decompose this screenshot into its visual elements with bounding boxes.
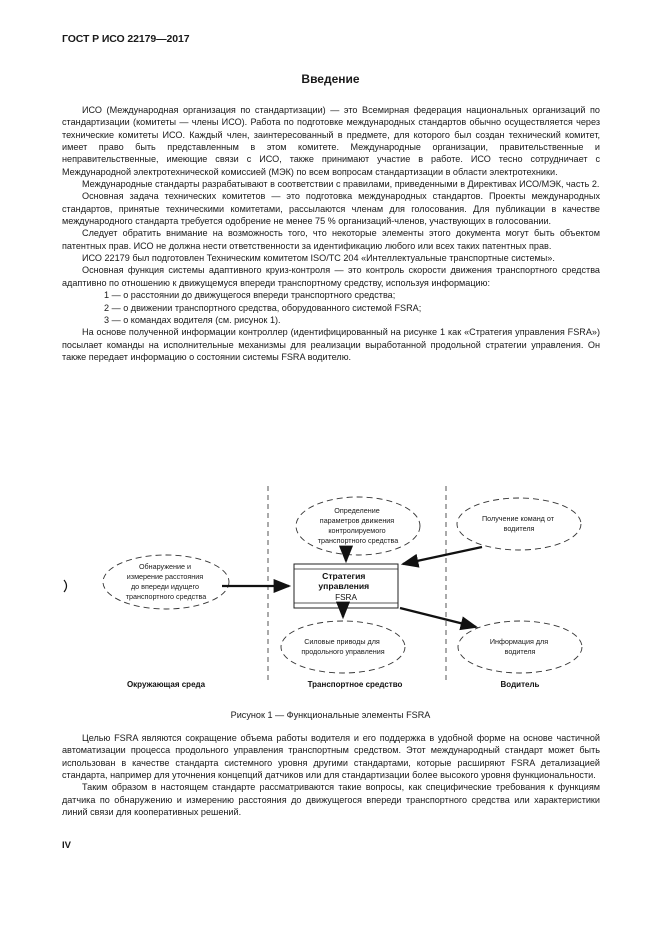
- list-item: 3 — о командах водителя (см. рисунок 1).: [104, 314, 281, 325]
- environment-connector: [64, 580, 67, 592]
- node-actuators-label: Силовые приводы для продольного управления: [301, 637, 385, 656]
- figure-caption: Рисунок 1 — Функциональные элементы FSRA: [230, 710, 431, 720]
- paragraph: Следует обратить внимание на возможность того, что некоторые элементы этого документа могут быть объектом патентных прав. ИСО не должна нести ответственности за идентификацию любого или всех таких патентных прав.: [62, 228, 600, 251]
- list-item: 2 — о движении транспортного средства, оборудованного системой FSRA;: [104, 302, 422, 313]
- running-head: ГОСТ Р ИСО 22179—2017: [62, 33, 190, 45]
- figure-1: [62, 484, 600, 706]
- swimlane-label-environment: Окружающая среда: [126, 680, 206, 689]
- body-text-column: [62, 104, 600, 363]
- paragraph: ИСО (Международная организация по стандартизации) — это Всемирная федерация национальных организаций по стандартизации (комитеты — члены ИСО). Работа по подготовке международных стандартов обычно осуществляется через технические комитеты ИСО. Каждый член, заинтересованный в предмете, для которого был создан технический комитет, имеет право быть представленным в этом комитете. Международные организации, правительственные и неправительственные, имеющие связи с ИСО, также принимают участие в работе. ИСО тесно сотрудничает с Международной электротехнической комиссией (МЭК) по всем вопросам стандартизации в области электротехники.: [62, 105, 600, 177]
- list-item: 1 — о расстоянии до движущегося впереди транспортного средства;: [104, 290, 396, 301]
- swimlane-label-driver: Водитель: [500, 680, 540, 689]
- paragraph: Основная функция системы адаптивного круиз-контроля — это контроль скорости движения транспортного средства адаптивно по отношению к движущемуся впереди транспортному средству, используя информацию:: [62, 265, 600, 288]
- paragraph: На основе полученной информации контроллер (идентифицированный на рисунке 1 как «Стратегия управления FSRA») посылает команды на исполнительные механизмы для реализации выработанной продольной стратегии управления. Он также передает информацию о состоянии системы FSRA водителю.: [62, 327, 600, 362]
- page-number: IV: [62, 840, 71, 851]
- arrow-controller-to-driver-info: [400, 608, 476, 627]
- swimlane-label-vehicle: Транспортное средство: [307, 680, 403, 689]
- node-controller-label: Стратегия управления FSRA: [318, 571, 370, 602]
- paragraph: Международные стандарты разрабатывают в соответствии с правилами, приведенными в Директивах ИСО/МЭК, часть 2.: [82, 179, 600, 190]
- node-detect-distance-label: Обнаружение и измерение расстояния до впереди идущего транспортного средства: [125, 562, 207, 601]
- paragraph: Основная задача технических комитетов — это подготовка международных стандартов. Проекты международных стандартов, принятые техническими комитетами, рассылаются членам для голосования. Для публикации в качестве международного стандарта требуется одобрение не менее 75 % организаций-членов, участвующих в голосовании.: [62, 191, 600, 227]
- paragraph: Целью FSRA являются сокращение объема работы водителя и его поддержка в удобной форме на основе частичной автоматизации процесса продольного управления транспортным средством. Этот международный стандарт может быть использован в качестве стандарта системного уровня другими стандартами, которые расширяют FSRA детализацией стандарта, например для уточнения концепций датчиков или для стандартизации более высокого уровня функциональности.: [62, 733, 600, 781]
- arrow-driver-commands-to-controller: [403, 547, 482, 564]
- paragraph: ИСО 22179 был подготовлен Техническим комитетом ISO/TC 204 «Интеллектуальные транспортные системы».: [82, 253, 555, 264]
- node-driver-info-label: Информация для водителя: [489, 637, 549, 656]
- body-text-column-after-figure: [62, 732, 600, 818]
- paragraph: Таким образом в настоящем стандарте рассматриваются такие вопросы, как специфические требования к функциям датчика по обнаружению и измерению расстояния до движущегося впереди транспортного средства или характеристики линий связи для кооперативных решений.: [62, 782, 600, 818]
- node-motion-params-label: Определение параметров движения контролируемого транспортного средства: [317, 506, 399, 545]
- node-driver-commands-label: Получение команд от водителя: [482, 514, 554, 533]
- page-title: Введение: [301, 72, 360, 87]
